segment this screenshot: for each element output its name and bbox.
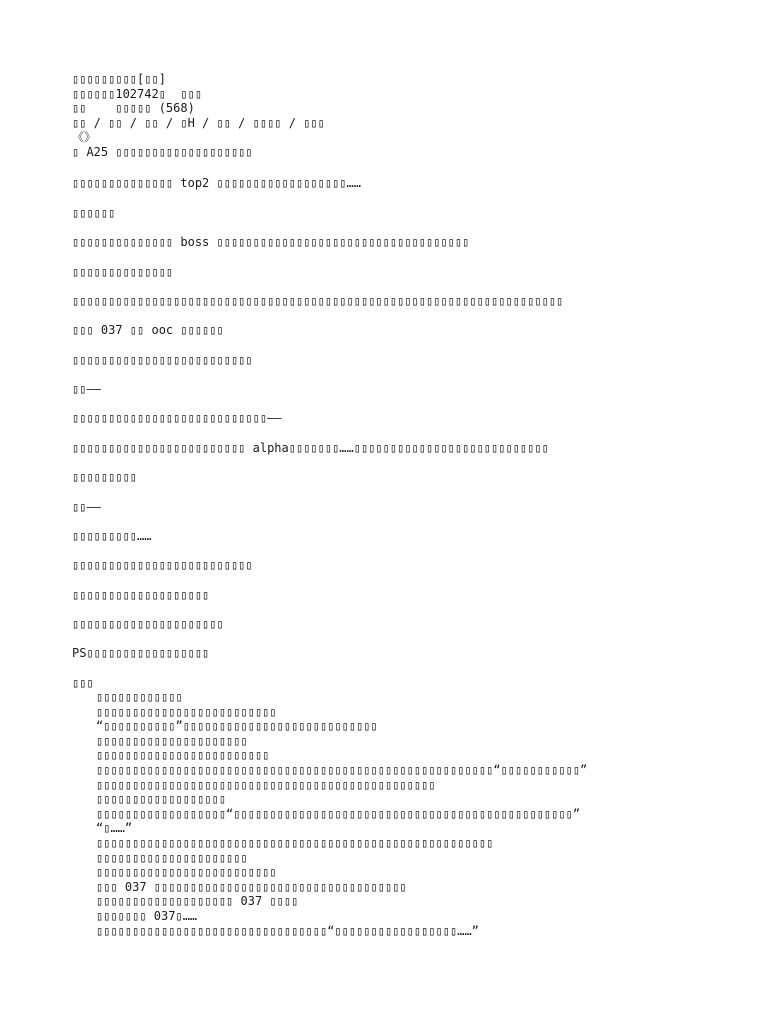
paragraph: ▯▯▯▯▯▯▯▯▯▯▯▯▯▯▯▯▯▯▯ [72, 588, 210, 602]
list-item: ▯▯▯▯▯▯▯▯▯▯▯▯▯▯▯▯▯▯▯▯▯▯▯▯▯ [96, 865, 277, 880]
book-title-header: ▯▯▯▯▯▯▯▯▯[▯▯] [72, 72, 166, 86]
list-item: ▯▯▯▯▯▯▯▯▯▯▯▯▯▯▯▯▯▯▯▯▯ [96, 733, 248, 748]
list-item: ▯▯▯▯▯▯▯▯▯▯▯▯▯▯▯▯▯▯▯▯▯ [96, 850, 248, 865]
paragraph: ▯▯▯▯▯▯▯▯▯▯▯▯▯▯▯▯▯▯▯▯▯▯▯▯▯▯▯—— [72, 411, 282, 425]
paragraph: ▯▯▯▯▯▯▯▯▯▯▯▯▯▯▯▯▯▯▯▯▯▯▯▯▯▯▯▯▯▯▯▯▯▯▯▯▯▯▯▯▯▯▯▯▯▯▯▯▯▯▯▯▯▯▯▯▯▯▯▯▯▯▯▯▯▯▯▯ [72, 294, 564, 308]
book-stats: ▯▯ ▯▯▯▯▯ (568) [72, 101, 195, 115]
paragraph: ▯▯▯▯▯▯▯▯▯…… [72, 529, 152, 543]
list-item: ▯▯▯▯▯▯▯▯▯▯▯▯▯▯▯▯▯▯“▯▯▯▯▯▯▯▯▯▯▯▯▯▯▯▯▯▯▯▯▯▯▯▯▯▯▯▯▯▯▯▯▯▯▯▯▯▯▯▯▯▯▯▯▯▯▯” [96, 806, 581, 821]
chapter-title: ▯ A25 ▯▯▯▯▯▯▯▯▯▯▯▯▯▯▯▯▯▯▯ [72, 144, 253, 159]
list-item: ▯▯▯▯▯▯▯▯▯▯▯▯▯▯▯▯▯▯▯▯▯▯▯▯▯▯▯▯▯▯▯▯▯▯▯▯▯▯▯▯▯▯▯▯▯▯▯ [96, 777, 436, 792]
paragraph: ▯▯▯▯▯▯▯▯▯▯▯▯▯▯ boss ▯▯▯▯▯▯▯▯▯▯▯▯▯▯▯▯▯▯▯▯▯▯▯▯▯▯▯▯▯▯▯▯▯▯▯ [72, 235, 470, 249]
book-meta: ▯▯▯▯▯▯102742▯ ▯▯▯ [72, 86, 203, 101]
list-item: ▯▯▯▯▯▯▯▯▯▯▯▯▯▯▯▯▯▯▯▯▯▯▯▯▯ [96, 704, 277, 719]
paragraph: ▯▯▯▯▯▯▯▯▯▯▯▯▯▯ [72, 265, 174, 279]
list-item: ▯▯▯▯▯▯▯▯▯▯▯▯▯▯▯▯▯▯▯▯▯▯▯▯▯▯▯▯▯▯▯▯“▯▯▯▯▯▯▯▯▯▯▯▯▯▯▯▯▯……” [96, 923, 479, 938]
list-item: ▯▯▯▯▯▯▯▯▯▯▯▯▯▯▯▯▯▯ [96, 792, 227, 807]
paragraph: ▯▯—— [72, 500, 101, 514]
breadcrumb[interactable]: ▯▯ / ▯▯ / ▯▯ / ▯H / ▯▯ / ▯▯▯▯ / ▯▯▯ [72, 115, 325, 130]
paragraph: ▯▯▯ 037 ▯▯ ooc ▯▯▯▯▯▯ [72, 323, 224, 337]
book-title: 《》 [72, 130, 97, 144]
paragraph: PS▯▯▯▯▯▯▯▯▯▯▯▯▯▯▯▯▯ [72, 646, 210, 660]
list-item: ▯▯▯▯▯▯▯▯▯▯▯▯▯▯▯▯▯▯▯▯▯▯▯▯▯▯▯▯▯▯▯▯▯▯▯▯▯▯▯▯▯▯▯▯▯▯▯▯▯▯▯▯▯▯▯“▯▯▯▯▯▯▯▯▯▯▯” [96, 762, 588, 777]
list-item: “▯▯▯▯▯▯▯▯▯▯”▯▯▯▯▯▯▯▯▯▯▯▯▯▯▯▯▯▯▯▯▯▯▯▯▯▯▯ [96, 719, 378, 734]
list-item: ▯▯▯▯▯▯▯▯▯▯▯▯▯▯▯▯▯▯▯ 037 ▯▯▯▯ [96, 894, 299, 909]
list-item: ▯▯▯ 037 ▯▯▯▯▯▯▯▯▯▯▯▯▯▯▯▯▯▯▯▯▯▯▯▯▯▯▯▯▯▯▯▯▯▯▯ [96, 879, 407, 894]
paragraph: ▯▯▯▯▯▯▯▯▯ [72, 470, 138, 484]
list-item: ▯▯▯▯▯▯▯▯▯▯▯▯▯▯▯▯▯▯▯▯▯▯▯▯▯▯▯▯▯▯▯▯▯▯▯▯▯▯▯▯▯▯▯▯▯▯▯▯▯▯▯▯▯▯▯ [96, 835, 494, 850]
note-list [72, 690, 587, 938]
list-item: “▯……” [96, 821, 133, 836]
list-item: ▯▯▯▯▯▯▯▯▯▯▯▯ [96, 690, 183, 704]
paragraph: ▯▯▯▯▯▯ [72, 206, 116, 220]
list-item: ▯▯▯▯▯▯▯▯▯▯▯▯▯▯▯▯▯▯▯▯▯▯▯▯ [96, 748, 270, 763]
paragraph: ▯▯▯▯▯▯▯▯▯▯▯▯▯▯▯▯▯▯▯▯▯▯▯▯ alpha▯▯▯▯▯▯▯……▯▯▯▯▯▯▯▯▯▯▯▯▯▯▯▯▯▯▯▯▯▯▯▯▯▯▯ [72, 441, 549, 455]
paragraph: ▯▯—— [72, 382, 101, 396]
paragraph: ▯▯▯▯▯▯▯▯▯▯▯▯▯▯▯▯▯▯▯▯▯▯▯▯▯ [72, 558, 253, 572]
paragraph: ▯▯▯▯▯▯▯▯▯▯▯▯▯▯▯▯▯▯▯▯▯▯▯▯▯ [72, 353, 253, 367]
list-item: ▯▯▯▯▯▯▯ 037▯…… [96, 908, 198, 923]
paragraph: ▯▯▯▯▯▯▯▯▯▯▯▯▯▯▯▯▯▯▯▯▯ [72, 617, 224, 631]
paragraph: ▯▯▯▯▯▯▯▯▯▯▯▯▯▯ top2 ▯▯▯▯▯▯▯▯▯▯▯▯▯▯▯▯▯▯…… [72, 176, 361, 190]
list-heading: ▯▯▯ [72, 676, 94, 690]
chapter-page [72, 72, 712, 938]
